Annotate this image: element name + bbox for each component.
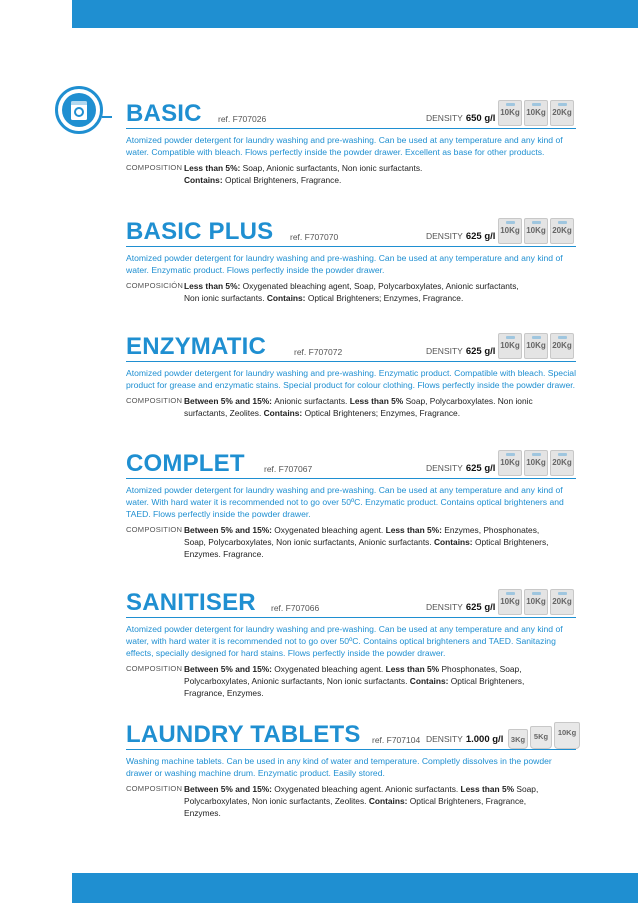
product-ref: ref. F707104 xyxy=(372,735,421,745)
composition-key: Contains: xyxy=(266,293,308,303)
composition-key: Between 5% and 15%: xyxy=(184,664,275,674)
package-size-label: 10Kg xyxy=(526,108,546,117)
composition-line xyxy=(184,174,576,186)
tub-icon xyxy=(530,726,552,749)
composition-key: Less than 5%: xyxy=(385,525,445,535)
product-header xyxy=(126,214,576,246)
composition-key: Less than 5% xyxy=(349,396,406,406)
package-size-label: 20Kg xyxy=(552,341,572,350)
density-label: DENSITY xyxy=(426,602,463,612)
title-underline xyxy=(126,749,576,750)
composition-label: COMPOSICIÓN xyxy=(126,281,184,290)
package-size-label: 10Kg xyxy=(500,597,520,606)
title-underline xyxy=(126,361,576,362)
product-header xyxy=(126,717,576,749)
density-value: 625 g/l xyxy=(465,346,496,357)
bag-icon xyxy=(550,100,574,126)
bag-icon xyxy=(550,333,574,359)
composition-text: Fragrance, Enzymes. xyxy=(184,688,264,698)
product-description: Atomized powder detergent for laundry washing and pre-washing. Can be used at any temperature and any kind of water. With hard water it is recommended not to go over 50ºC. Enzymatic product. Contains optical brighteners and TAED. Flows perfectly inside the powder drawer. xyxy=(126,485,564,519)
composition-text: Oxygenated bleaching agent. Anionic surfactants. xyxy=(274,784,461,794)
density-label: DENSITY xyxy=(426,231,463,241)
package-size-label: 10Kg xyxy=(526,226,546,235)
bag-icon xyxy=(524,450,548,476)
package-size-label: 20Kg xyxy=(552,108,572,117)
composition-key: Between 5% and 15%: xyxy=(184,525,275,535)
package-size-label: 10Kg xyxy=(526,341,546,350)
package-size-label: 20Kg xyxy=(552,597,572,606)
composition-key: Contains: xyxy=(409,676,451,686)
composition xyxy=(126,395,576,419)
package-sizes xyxy=(498,100,576,128)
product-description: Atomized powder detergent for laundry washing and pre-washing. Enzymatic product. Compatible with bleach. Special product for grease and enzymatic stains. Special product for colour clothing. Flows perfectly inside the powder drawer. xyxy=(126,368,576,390)
composition-line xyxy=(184,675,576,687)
product-title: SANITISER xyxy=(126,589,256,616)
composition-line xyxy=(184,795,576,807)
density xyxy=(426,231,495,242)
density-label: DENSITY xyxy=(426,113,463,123)
composition-text: surfactants, Zeolites. xyxy=(184,408,264,418)
composition-line xyxy=(184,663,576,675)
product-sanitiser xyxy=(126,585,576,699)
product-description: Atomized powder detergent for laundry washing and pre-washing. Can be used at any temperature and any kind of water. Enzymatic product. Flows perfectly inside the powder drawer. xyxy=(126,253,563,275)
composition xyxy=(126,663,576,699)
composition-key: Between 5% and 15%: xyxy=(184,396,275,406)
composition-text: Optical Brighteners, Fragrance, xyxy=(409,796,527,806)
product-ref: ref. F707067 xyxy=(264,464,313,474)
bag-icon xyxy=(550,589,574,615)
composition-text: Soap, Anionic surfactants, Non ionic surfactants. xyxy=(242,163,423,173)
density xyxy=(426,463,495,474)
title-underline xyxy=(126,246,576,247)
density xyxy=(426,113,495,124)
composition-text: Optical Brighteners; Enzymes, Fragrance. xyxy=(307,293,464,303)
composition-line xyxy=(184,292,576,304)
composition-text: Optical Brighteners; Enzymes, Fragrance. xyxy=(304,408,461,418)
title-underline xyxy=(126,617,576,618)
composition-label: COMPOSITION xyxy=(126,525,183,534)
composition-text: Optical Brighteners, xyxy=(450,676,525,686)
composition-key: Contains: xyxy=(263,408,305,418)
product-ref: ref. F707026 xyxy=(218,114,267,124)
product-title: BASIC xyxy=(126,100,202,127)
composition-text: Phosphonates, Soap, xyxy=(441,664,522,674)
composition-key: Contains: xyxy=(433,537,475,547)
composition-text: Enzymes. xyxy=(184,808,221,818)
composition-line xyxy=(184,783,576,795)
composition-text: Oxygenated bleaching agent. xyxy=(274,525,386,535)
composition-text: Polycarboxylates, Anionic surfactants, Non ionic surfactants. xyxy=(184,676,410,686)
composition-line xyxy=(184,162,576,174)
density-value: 625 g/l xyxy=(465,463,496,474)
title-underline xyxy=(126,478,576,479)
product-title: BASIC PLUS xyxy=(126,218,274,245)
package-size-label: 10Kg xyxy=(526,597,546,606)
composition-key: Contains: xyxy=(184,175,225,185)
package-size-label: 20Kg xyxy=(552,458,572,467)
package-size-label: 10Kg xyxy=(500,341,520,350)
bag-icon xyxy=(498,589,522,615)
composition-label: COMPOSITION xyxy=(126,664,183,673)
package-sizes xyxy=(498,589,576,617)
composition-key: Contains: xyxy=(368,796,410,806)
composition xyxy=(126,783,576,819)
composition-key: Less than 5% xyxy=(460,784,517,794)
product-header xyxy=(126,329,576,361)
product-basic xyxy=(126,96,576,186)
package-sizes xyxy=(498,721,576,749)
bag-icon xyxy=(524,589,548,615)
composition-label: COMPOSITION xyxy=(126,784,183,793)
product-title: ENZYMATIC xyxy=(126,333,267,360)
washing-machine-icon xyxy=(55,86,103,134)
density xyxy=(426,346,495,357)
composition-text: Soap, Polycarboxylates. Non ionic xyxy=(405,396,533,406)
composition-line xyxy=(184,407,576,419)
composition-text: Enzymes. Fragrance. xyxy=(184,549,264,559)
composition-text: Anionic surfactants. xyxy=(274,396,350,406)
bag-icon xyxy=(550,450,574,476)
bag-icon xyxy=(498,333,522,359)
tub-icon xyxy=(508,729,528,749)
composition-text: Oxygenated bleaching agent. xyxy=(274,664,386,674)
composition xyxy=(126,280,576,304)
composition-key: Less than 5% xyxy=(385,664,442,674)
product-ref: ref. F707066 xyxy=(271,603,320,613)
composition-label: COMPOSITION xyxy=(126,396,183,405)
composition-line xyxy=(184,807,576,819)
composition-line xyxy=(184,536,576,548)
bag-icon xyxy=(498,100,522,126)
composition-text: Enzymes, Phosphonates, xyxy=(444,525,540,535)
package-size-label: 10Kg xyxy=(500,108,520,117)
product-description: Washing machine tablets. Can be used in any kind of water and temperature. Completly dissolves in the powder drawer or washing machine drum. Enzymatic product. Easily stored. xyxy=(126,756,552,778)
product-complet xyxy=(126,446,576,560)
composition-key: Between 5% and 15%: xyxy=(184,784,275,794)
product-title: LAUNDRY TABLETS xyxy=(126,721,361,748)
bag-icon xyxy=(524,218,548,244)
composition xyxy=(126,524,576,560)
package-size-label: 10Kg xyxy=(557,728,577,737)
icon-connector xyxy=(102,116,112,118)
composition-key: Less than 5%: xyxy=(184,163,243,173)
composition-key: Less than 5%: xyxy=(184,281,243,291)
bottom-banner xyxy=(72,873,638,903)
package-sizes xyxy=(498,333,576,361)
composition xyxy=(126,162,576,186)
density-label: DENSITY xyxy=(426,346,463,356)
density-label: DENSITY xyxy=(426,463,463,473)
product-ref: ref. F707070 xyxy=(290,232,339,242)
composition-text: Non ionic surfactants. xyxy=(184,293,267,303)
package-size-label: 3Kg xyxy=(510,735,526,744)
product-ref: ref. F707072 xyxy=(294,347,343,357)
bag-icon xyxy=(498,218,522,244)
tub-icon xyxy=(554,722,580,749)
composition-text: Soap, xyxy=(516,784,539,794)
package-size-label: 10Kg xyxy=(500,458,520,467)
product-description: Atomized powder detergent for laundry washing and pre-washing. Can be used at any temperature and any kind of water. Compatible with bleach. Flows perfectly inside the powder drawer. Excellent as base for other products. xyxy=(126,135,563,157)
composition-line xyxy=(184,687,576,699)
composition-text: Optical Brighteners, Fragrance. xyxy=(224,175,342,185)
title-underline xyxy=(126,128,576,129)
package-size-label: 10Kg xyxy=(500,226,520,235)
density-value: 1.000 g/l xyxy=(465,734,504,745)
density-value: 625 g/l xyxy=(465,231,496,242)
density-label: DENSITY xyxy=(426,734,463,744)
product-header xyxy=(126,585,576,617)
composition-label: COMPOSITION xyxy=(126,163,183,172)
density-value: 650 g/l xyxy=(465,113,496,124)
product-header xyxy=(126,446,576,478)
package-size-label: 10Kg xyxy=(526,458,546,467)
composition-line xyxy=(184,280,576,292)
product-laundry-tablets xyxy=(126,717,576,819)
product-header xyxy=(126,96,576,128)
package-sizes xyxy=(498,218,576,246)
composition-text: Oxygenated bleaching agent, Soap, Polycarboxylates, Anionic surfactants, xyxy=(242,281,519,291)
package-size-label: 20Kg xyxy=(552,226,572,235)
package-size-label: 5Kg xyxy=(533,732,549,741)
product-enzymatic xyxy=(126,329,576,419)
bag-icon xyxy=(524,100,548,126)
composition-text: Optical Brighteners, xyxy=(474,537,549,547)
composition-line xyxy=(184,548,576,560)
composition-line xyxy=(184,524,576,536)
composition-text: Soap, Polycarboxylates, Non ionic surfactants, Anionic surfactants. xyxy=(184,537,434,547)
density xyxy=(426,734,503,745)
bag-icon xyxy=(498,450,522,476)
bag-icon xyxy=(524,333,548,359)
composition-text: Polycarboxylates, Non ionic surfactants, Zeolites. xyxy=(184,796,369,806)
product-basic-plus xyxy=(126,214,576,304)
package-sizes xyxy=(498,450,576,478)
top-banner xyxy=(72,0,638,28)
product-title: COMPLET xyxy=(126,450,245,477)
density xyxy=(426,602,495,613)
product-description: Atomized powder detergent for laundry washing and pre-washing. Can be used at any temperature and any kind of water, with hard water it is recommended not to go over 50ºC. Contains optical brighteners and TAED. Sanitazing effects, specially designed for hard stains. Flows perfectly inside the powder drawer. xyxy=(126,624,563,658)
bag-icon xyxy=(550,218,574,244)
composition-line xyxy=(184,395,576,407)
density-value: 625 g/l xyxy=(465,602,496,613)
